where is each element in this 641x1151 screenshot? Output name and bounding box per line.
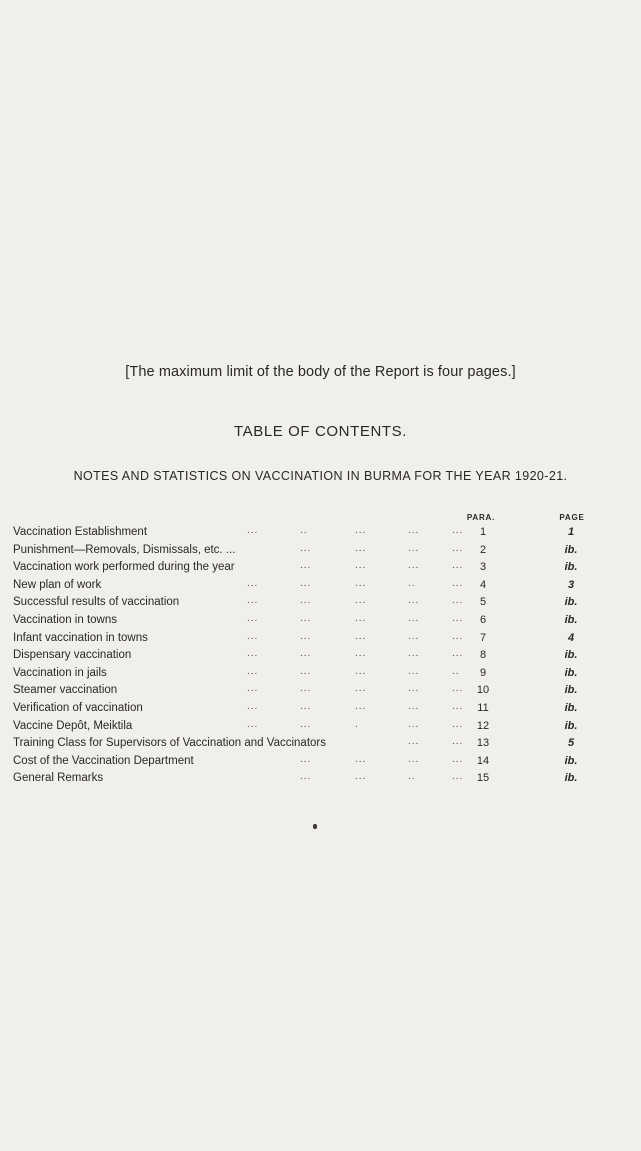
leader-dots: ...	[355, 665, 367, 677]
leader-dots: ...	[452, 595, 464, 607]
entry-page: ib.	[564, 754, 578, 767]
leader-dots: ...	[247, 612, 259, 624]
contents-entry	[0, 665, 641, 683]
entry-label: Cost of the Vaccination Department	[13, 754, 194, 767]
entry-para: 12	[476, 719, 490, 732]
contents-entry	[0, 735, 641, 753]
contents-entry	[0, 630, 641, 648]
leader-dots: ...	[408, 683, 420, 695]
leader-dots: ..	[452, 665, 460, 677]
leader-dots: ..	[408, 577, 416, 589]
leader-dots: ...	[355, 542, 367, 554]
leader-dots: ...	[408, 700, 420, 712]
entry-para: 11	[477, 701, 489, 714]
entry-page: ib.	[564, 684, 578, 697]
entry-para: 5	[479, 596, 487, 609]
contents-entry	[0, 770, 641, 788]
entry-label: Punishment—Removals, Dismissals, etc. ...	[13, 543, 236, 556]
leader-dots: ...	[300, 683, 312, 695]
entry-page: ib.	[564, 561, 578, 574]
entry-page: 1	[567, 526, 575, 538]
leader-dots: ...	[408, 542, 420, 554]
entry-label: Vaccination in towns	[13, 613, 117, 626]
leader-dots: .	[355, 718, 359, 730]
leader-dots: ...	[355, 612, 367, 624]
entry-page: 4	[567, 631, 575, 644]
leader-dots: ...	[300, 648, 312, 660]
entry-page: 3	[567, 578, 575, 591]
entry-para: 2	[479, 543, 487, 556]
dot-leader	[0, 718, 641, 736]
leader-dots: ...	[408, 736, 420, 748]
leader-dots: ...	[300, 753, 312, 765]
leader-dots: ...	[300, 542, 312, 554]
entry-label: Infant vaccination in towns	[13, 631, 148, 644]
leader-dots: ...	[452, 648, 464, 660]
dot-leader	[0, 559, 641, 577]
leader-dots: ...	[355, 560, 367, 572]
contents-entry	[0, 612, 641, 630]
leader-dots: ...	[355, 648, 367, 660]
contents-entry	[0, 559, 641, 577]
leader-dots: ...	[452, 771, 464, 783]
entry-para: 4	[479, 578, 487, 591]
entry-para: 7	[479, 631, 487, 644]
entry-para: 9	[479, 666, 487, 679]
dot-leader	[0, 700, 641, 718]
leader-dots: ...	[247, 683, 259, 695]
leader-dots: ...	[452, 612, 464, 624]
leader-dots: ...	[300, 630, 312, 642]
page-column-header: PAGE	[559, 513, 585, 522]
contents-entry	[0, 700, 641, 718]
entry-page: ib.	[564, 649, 578, 662]
contents-entry	[0, 682, 641, 700]
entry-label: Dispensary vaccination	[13, 649, 132, 662]
leader-dots: ...	[355, 700, 367, 712]
leader-dots: ...	[408, 630, 420, 642]
leader-dots: ...	[452, 700, 464, 712]
entry-para: 14	[476, 754, 490, 767]
dot-leader	[0, 630, 641, 648]
entry-label: Training Class for Supervisors of Vaccination and Vaccinators	[13, 737, 326, 750]
entry-label: Verification of vaccination	[13, 701, 143, 714]
entry-label: General Remarks	[13, 772, 104, 785]
entry-page: ib.	[564, 719, 578, 732]
entry-label: Steamer vaccination	[13, 684, 118, 697]
leader-dots: ...	[408, 753, 420, 765]
leader-dots: ...	[452, 736, 464, 748]
ink-speck	[313, 824, 317, 829]
entry-para: 6	[479, 613, 487, 626]
entry-page: ib.	[564, 543, 578, 556]
leader-dots: ...	[300, 595, 312, 607]
dot-leader	[0, 524, 641, 542]
leader-dots: ...	[247, 577, 259, 589]
entry-para: 3	[479, 561, 487, 574]
leader-dots: ...	[452, 683, 464, 695]
leader-dots: ...	[452, 542, 464, 554]
entry-para: 10	[476, 684, 490, 697]
entry-label: Successful results of vaccination	[13, 596, 180, 609]
dot-leader	[0, 647, 641, 665]
entry-page: ib.	[564, 613, 578, 626]
leader-dots: ...	[355, 683, 367, 695]
contents-entry	[0, 718, 641, 736]
leader-dots: ...	[300, 700, 312, 712]
dot-leader	[0, 770, 641, 788]
entry-page: ib.	[564, 596, 578, 609]
entry-page: 5	[567, 737, 575, 750]
leader-dots: ...	[355, 753, 367, 765]
leader-dots: ...	[247, 525, 259, 536]
entry-label: Vaccination work performed during the year	[13, 561, 235, 574]
leader-dots: ...	[355, 525, 367, 536]
entry-page: ib.	[564, 701, 578, 714]
leader-dots: ...	[452, 630, 464, 642]
leader-dots: ..	[300, 525, 308, 536]
leader-dots: ...	[452, 525, 464, 536]
leader-dots: ...	[247, 665, 259, 677]
dot-leader	[0, 665, 641, 683]
leader-dots: ...	[300, 718, 312, 730]
leader-dots: ...	[355, 595, 367, 607]
leader-dots: ...	[300, 665, 312, 677]
contents-title: TABLE OF CONTENTS.	[233, 423, 408, 440]
dot-leader	[0, 753, 641, 771]
leader-dots: ...	[300, 612, 312, 624]
dot-leader	[0, 682, 641, 700]
leader-dots: ...	[300, 771, 312, 783]
leader-dots: ...	[355, 771, 367, 783]
contents-entry	[0, 594, 641, 612]
leader-dots: ...	[408, 595, 420, 607]
entry-para: 1	[479, 526, 487, 538]
dot-leader	[0, 542, 641, 560]
leader-dots: ...	[408, 612, 420, 624]
entry-page: ib.	[564, 772, 578, 785]
contents-entry	[0, 524, 641, 542]
entry-label: New plan of work	[13, 578, 102, 591]
page-limit-note: [The maximum limit of the body of the Report is four pages.]	[125, 364, 516, 380]
contents-subtitle: NOTES AND STATISTICS ON VACCINATION IN BURMA FOR THE YEAR 1920-21.	[73, 469, 568, 483]
leader-dots: ...	[408, 525, 420, 536]
leader-dots: ...	[355, 577, 367, 589]
leader-dots: ...	[300, 560, 312, 572]
leader-dots: ...	[247, 718, 259, 730]
leader-dots: ...	[408, 560, 420, 572]
leader-dots: ...	[452, 753, 464, 765]
contents-entry	[0, 753, 641, 771]
dot-leader	[0, 612, 641, 630]
leader-dots: ...	[247, 595, 259, 607]
leader-dots: ...	[408, 665, 420, 677]
leader-dots: ...	[247, 630, 259, 642]
leader-dots: ...	[355, 630, 367, 642]
contents-entry	[0, 542, 641, 560]
entry-page: ib.	[564, 666, 578, 679]
contents-entry	[0, 647, 641, 665]
contents-list	[0, 524, 641, 788]
dot-leader	[0, 735, 641, 753]
entry-para: 15	[476, 772, 490, 785]
entry-label: Vaccination Establishment	[13, 526, 148, 538]
leader-dots: ...	[452, 577, 464, 589]
contents-entry	[0, 577, 641, 595]
leader-dots: ...	[408, 648, 420, 660]
entry-para: 13	[476, 737, 490, 750]
leader-dots: ...	[247, 648, 259, 660]
leader-dots: ...	[452, 560, 464, 572]
dot-leader	[0, 577, 641, 595]
leader-dots: ...	[452, 718, 464, 730]
para-column-header: PARA.	[466, 513, 496, 522]
dot-leader	[0, 594, 641, 612]
leader-dots: ...	[300, 577, 312, 589]
leader-dots: ...	[408, 718, 420, 730]
entry-label: Vaccine Depôt, Meiktila	[13, 719, 133, 732]
leader-dots: ..	[408, 771, 416, 783]
leader-dots: ...	[247, 700, 259, 712]
entry-label: Vaccination in jails	[13, 666, 107, 679]
entry-para: 8	[479, 649, 487, 662]
